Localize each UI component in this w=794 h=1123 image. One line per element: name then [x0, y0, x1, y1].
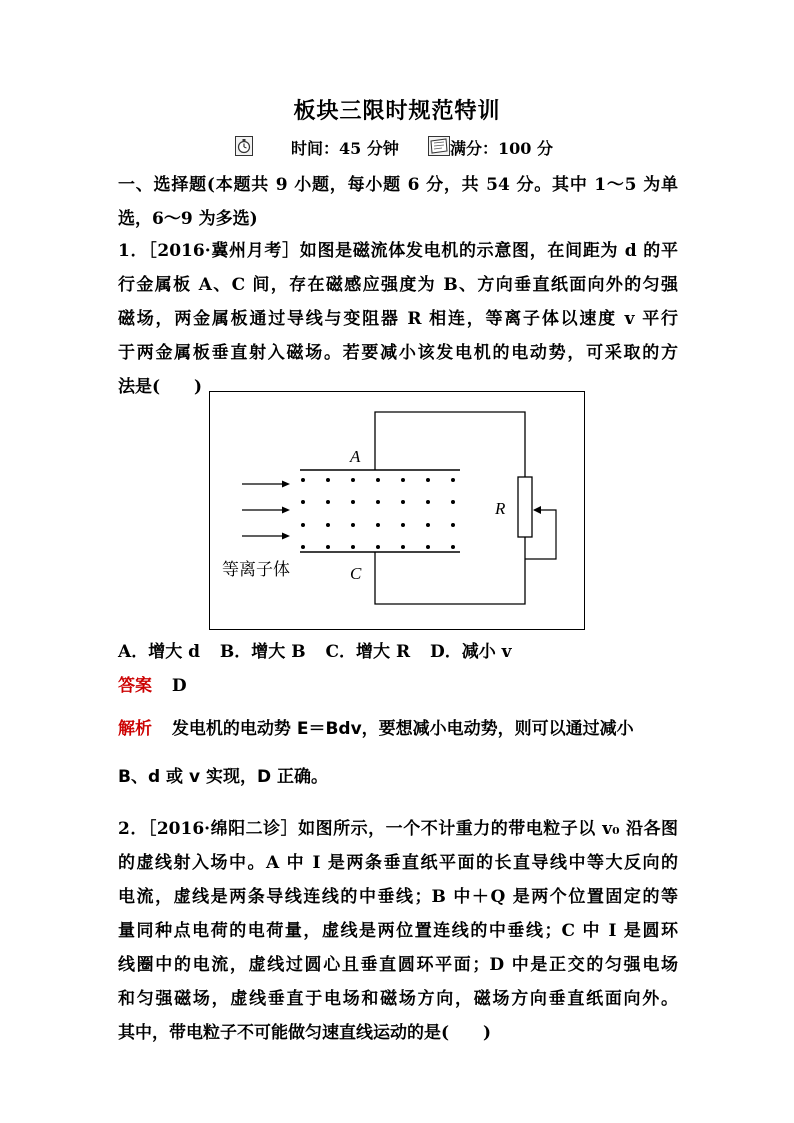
- section-line: 选，6～9 为多选): [118, 209, 258, 229]
- field-dot: [326, 500, 330, 504]
- question-1-stem: [118, 234, 678, 404]
- slider-arrow: [533, 506, 541, 514]
- stopwatch-icon: [235, 136, 253, 156]
- field-dot: [326, 478, 330, 482]
- field-dot: [426, 500, 430, 504]
- field-dot: [451, 545, 455, 549]
- option-C[interactable]: C．增大 R: [325, 642, 411, 662]
- analysis-label: 解析: [118, 719, 152, 739]
- time-limit: 时间：45 分钟: [291, 139, 399, 158]
- stem-line: 和匀强磁场，虚线垂直于电场和磁场方向，磁场方向垂直纸面向外。: [118, 989, 678, 1009]
- circuit-diagram: [210, 392, 584, 629]
- option-D[interactable]: D．减小 v: [430, 642, 512, 662]
- notebook-icon: [428, 136, 450, 156]
- stem-line: 其中，带电粒子不可能做匀速直线运动的是( ): [118, 1023, 492, 1043]
- section-header: [118, 168, 678, 236]
- field-dot: [301, 500, 305, 504]
- field-dot: [451, 500, 455, 504]
- field-dot: [426, 478, 430, 482]
- full-score: 满分：100 分: [450, 139, 553, 158]
- field-dot: [351, 523, 355, 527]
- bottom-wire: [375, 537, 525, 604]
- field-dot: [376, 523, 380, 527]
- field-dot: [376, 478, 380, 482]
- stem-line: 线圈中的电流，虚线过圆心且垂直圆环平面；D 中是正交的匀强电场: [118, 955, 678, 975]
- label-A: A: [350, 447, 361, 466]
- field-dot: [401, 500, 405, 504]
- magnetic-field-dots: [301, 478, 455, 549]
- field-dot: [326, 523, 330, 527]
- field-dot: [301, 545, 305, 549]
- question-2-stem: [118, 812, 678, 1050]
- field-dot: [401, 478, 405, 482]
- analysis-block: [118, 705, 678, 801]
- option-B[interactable]: B．增大 B: [219, 642, 306, 662]
- field-dot: [351, 500, 355, 504]
- label-C: C: [350, 564, 362, 583]
- field-dot: [326, 545, 330, 549]
- stem-line: 法是( ): [118, 377, 203, 397]
- analysis-text: 发电机的电动势 E＝Bdv，要想减小电动势，则可以通过减小: [171, 719, 634, 739]
- label-R: R: [495, 499, 506, 518]
- stem-line: 的虚线射入场中。A 中 I 是两条垂直纸平面的长直导线中等大反向的: [118, 853, 678, 873]
- stem-line: 量同种点电荷的电荷量，虚线是两位置连线的中垂线；C 中 I 是圆环: [118, 921, 678, 941]
- field-dot: [301, 523, 305, 527]
- field-dot: [351, 545, 355, 549]
- field-dot: [376, 545, 380, 549]
- label-plasma: 等离子体: [222, 560, 290, 580]
- question-1-options: [118, 637, 526, 662]
- mhd-generator-figure: [209, 391, 585, 630]
- field-dot: [451, 523, 455, 527]
- field-dot: [451, 478, 455, 482]
- field-dot: [401, 545, 405, 549]
- field-dot: [351, 478, 355, 482]
- stem-line: 磁场，两金属板通过导线与变阻器 R 相连，等离子体以速度 v 平行: [118, 309, 678, 329]
- stem-line: 行金属板 A、C 间，存在磁感应强度为 B、方向垂直纸面向外的匀强: [118, 275, 678, 295]
- page-title: 板块三限时规范特训: [293, 98, 501, 124]
- field-dot: [426, 523, 430, 527]
- answer-label: 答案: [118, 676, 152, 696]
- field-dot: [401, 523, 405, 527]
- section-line: 一、选择题(本题共 9 小题，每小题 6 分，共 54 分。其中 1～5 为单: [118, 175, 678, 195]
- field-dot: [301, 478, 305, 482]
- stem-line: 2．［2016·绵阳二诊］如图所示，一个不计重力的带电粒子以 v₀ 沿各图: [118, 819, 678, 839]
- top-wire: [375, 412, 525, 477]
- analysis-text: B、d 或 v 实现，D 正确。: [118, 767, 328, 787]
- answer-line: [118, 671, 187, 696]
- field-dot: [426, 545, 430, 549]
- resistor: [518, 477, 532, 537]
- field-dot: [376, 500, 380, 504]
- stem-line: 于两金属板垂直射入磁场。若要减小该发电机的电动势，可采取的方: [118, 343, 678, 363]
- stem-line: 1．［2016·冀州月考］如图是磁流体发电机的示意图，在间距为 d 的平: [118, 241, 678, 261]
- plasma-arrows: [242, 481, 290, 540]
- stem-line: 电流，虚线是两条导线连线的中垂线；B 中＋Q 是两个位置固定的等: [118, 887, 678, 907]
- option-A[interactable]: A．增大 d: [118, 642, 200, 662]
- answer-value: D: [171, 676, 187, 696]
